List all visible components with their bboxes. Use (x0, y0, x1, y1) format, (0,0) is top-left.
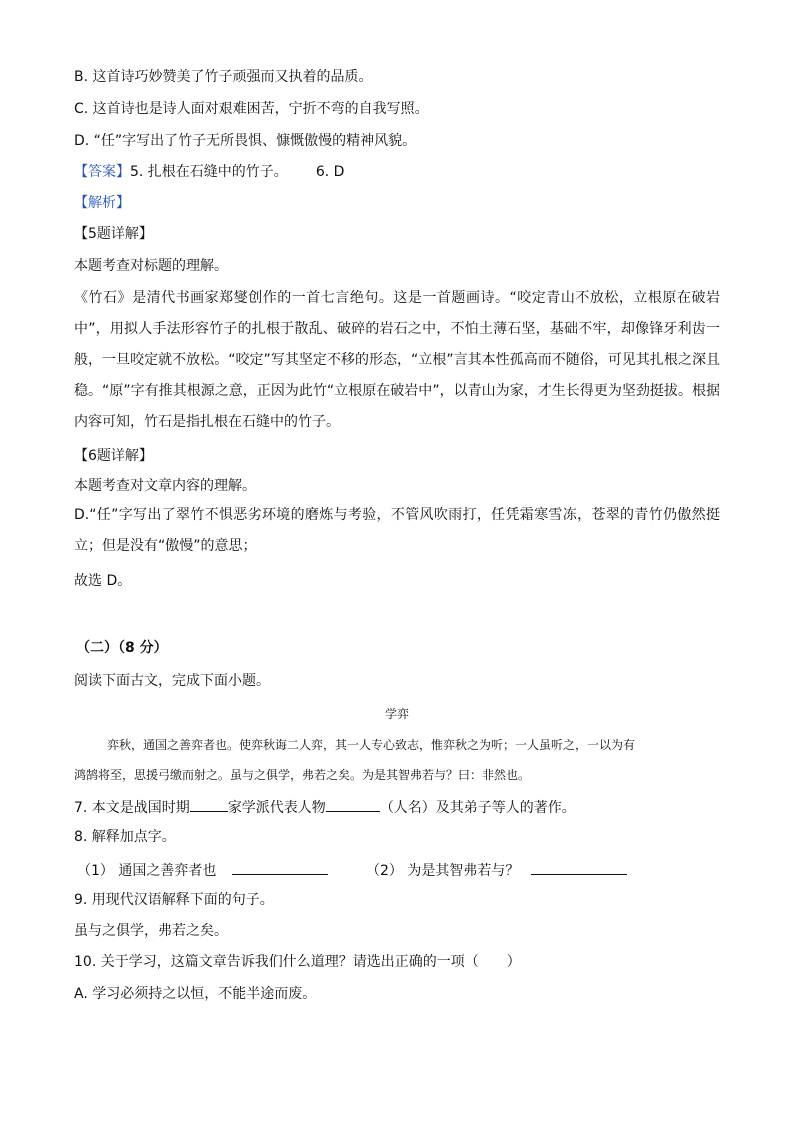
passage-title: 学弈 (384, 707, 409, 721)
q7-text-a: 7. 本文是战国时期 (74, 800, 190, 816)
q5-intro: 本题考查对标题的理解。 (74, 258, 228, 274)
q7-blank-person[interactable] (326, 797, 380, 812)
question-8: 8. 解释加点字。 (74, 829, 176, 845)
q8-item-1 (77, 860, 328, 880)
answer-line (74, 163, 344, 181)
q8-item-2-text: （2） 为是其智弗若与？ (366, 863, 520, 879)
q6-detail-header: 【6题详解】 (74, 448, 153, 464)
q10-option-a: A. 学习必须持之以恒，不能半途而废。 (74, 986, 317, 1002)
q5-detail-header: 【5题详解】 (74, 226, 153, 242)
q7-text-c: （人名）及其弟子等人的著作。 (379, 800, 576, 816)
passage-line-1: 弈秋，通国之善弈者也。使弈秋诲二人弈，其一人专心致志，惟弈秋之为听；一人虽听之，一以为有 (107, 738, 636, 752)
reading-instruction: 阅读下面古文，完成下面小题。 (74, 673, 270, 689)
q7-text-b: 家学派代表人物 (227, 800, 326, 816)
q8-blank-1[interactable] (232, 860, 328, 875)
q8-item-1-text: （1） 通国之善弈者也 (77, 863, 217, 879)
passage-line-2: 鸿鹄将至，思援弓缴而射之。虽与之俱学，弗若之矣。为是其智弗若与？曰：非然也。 (74, 768, 531, 782)
q8-item-2 (366, 860, 627, 880)
answer-q5: 5. 扎根在石缝中的竹子。 (130, 164, 288, 180)
question-7 (74, 797, 576, 817)
analysis-tag: 【解析】 (74, 195, 130, 211)
q7-blank-school[interactable] (190, 797, 228, 812)
question-10: 10. 关于学习，这篇文章告诉我们什么道理？请选出正确的一项（ ） (74, 954, 521, 970)
answer-tag: 【答案】 (74, 164, 130, 180)
q6-analysis-paragraph: D.“任”字写出了翠竹不惧恶劣环境的磨炼与考验，不管风吹雨打，任凭霜寒雪冻，苍翠的青竹仍傲然挺立；但是没有“傲慢”的意思； (74, 507, 720, 554)
q9-sentence: 虽与之俱学，弗若之矣。 (74, 923, 228, 939)
option-d: D. “任”字写出了竹子无所畏惧、慷慨傲慢的精神风貌。 (74, 133, 417, 149)
q6-conclusion: 故选 D。 (74, 573, 132, 589)
option-b: B. 这首诗巧妙赞美了竹子顽强而又执着的品质。 (74, 69, 373, 85)
answer-q6: 6. D (315, 164, 345, 180)
q5-analysis-paragraph: 《竹石》是清代书画家郑燮创作的一首七言绝句。这是一首题画诗。“咬定青山不放松，立根原在破岩中”，用拟人手法形容竹子的扎根于散乱、破碎的岩石之中，不怕土薄石坚，基础不牢，却像锋牙利齿一般，一旦咬定就不放松。“咬定”写其坚定不移的形态，“立根”言其本性孤高而不随俗，可见其扎根之深且稳。“原”字有推其根源之意，正因为此竹“立根原在破岩中”，以青山为家，才生长得更为坚劲挺拔。根据内容可知，竹石是指扎根在石缝中的竹子。 (74, 290, 720, 430)
option-c: C. 这首诗也是诗人面对艰难困苦，宁折不弯的自我写照。 (74, 101, 429, 117)
section-heading: （二）（8 分） (76, 640, 168, 656)
q6-intro: 本题考查对文章内容的理解。 (74, 478, 256, 494)
q8-blank-2[interactable] (531, 860, 627, 875)
question-9: 9. 用现代汉语解释下面的句子。 (74, 892, 274, 908)
